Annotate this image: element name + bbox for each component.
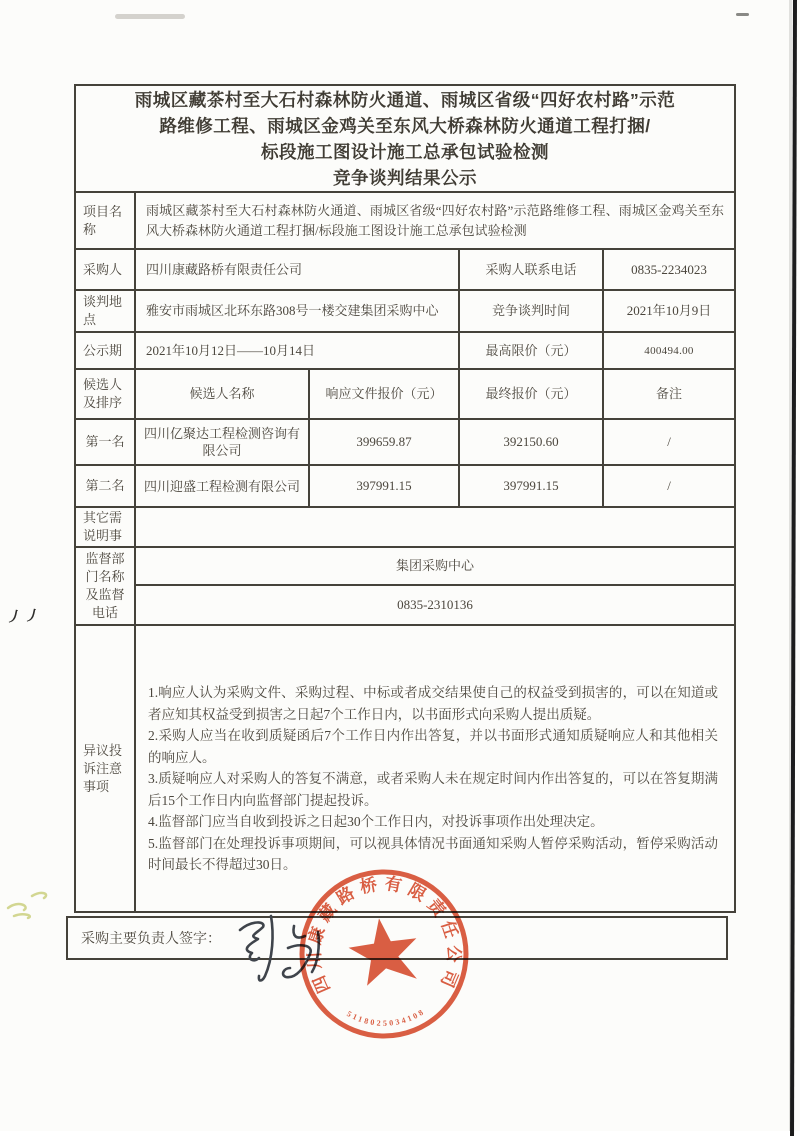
candidate-doc-price: 397991.15 bbox=[310, 466, 460, 506]
margin-mark: 丿 bbox=[5, 608, 24, 628]
venue-value: 雅安市雨城区北环东路308号一楼交建集团采购中心 bbox=[136, 291, 460, 331]
document-title bbox=[76, 86, 734, 193]
seal-company-name: 四川康藏路桥有限责任公司 bbox=[304, 873, 464, 996]
purchaser-phone-label: 采购人联系电话 bbox=[460, 250, 604, 289]
final-price-header: 最终报价（元） bbox=[460, 370, 604, 418]
seal-code: 5118025034108 bbox=[345, 1006, 427, 1028]
margin-mark: 丿 bbox=[23, 607, 42, 627]
announcement-table bbox=[74, 84, 736, 913]
candidates-label: 候选人及排序 bbox=[76, 370, 136, 418]
project-name-row bbox=[76, 193, 734, 250]
project-name-label: 项目名称 bbox=[76, 193, 136, 248]
candidate-remark: / bbox=[667, 478, 671, 493]
objection-item: 1.响应人认为采购文件、采购过程、中标或者成交结果使自己的权益受到损害的，可以在知道或者应知其权益受到损害之日起7个工作日内，以书面形式向采购人提出质疑。 bbox=[148, 685, 718, 722]
objection-item: 5.监督部门在处理投诉事项期间，可以视具体情况书面通知采购人暂停采购活动，暂停采购活动时间最长不得超过30日。 bbox=[148, 835, 718, 872]
company-seal-stamp bbox=[296, 866, 472, 1042]
candidate-rank: 第一名 bbox=[76, 420, 136, 464]
supervision-row bbox=[76, 548, 734, 626]
candidates-header-row bbox=[76, 370, 734, 420]
title-line: 标段施工图设计施工总承包试验检测 bbox=[261, 141, 549, 162]
other-notes-value bbox=[136, 508, 734, 546]
other-notes-row bbox=[76, 508, 734, 548]
candidate-final-price: 397991.15 bbox=[460, 466, 604, 506]
remark-header: 备注 bbox=[655, 386, 682, 401]
doc-price-header: 响应文件报价（元） bbox=[310, 370, 460, 418]
objection-label: 异议投诉注意事项 bbox=[76, 626, 136, 911]
purchaser-value: 四川康藏路桥有限责任公司 bbox=[136, 250, 460, 289]
publicity-value: 2021年10月12日——10月14日 bbox=[136, 333, 460, 368]
candidate-name: 四川迎盛工程检测有限公司 bbox=[136, 466, 310, 506]
candidate-name: 四川亿聚达工程检测咨询有限公司 bbox=[136, 420, 310, 464]
supervision-phone: 0835-2310136 bbox=[397, 597, 473, 612]
supervision-label: 监督部门名称及监督电话 bbox=[76, 548, 136, 624]
supervision-content bbox=[136, 548, 734, 624]
publicity-period-row bbox=[76, 333, 734, 370]
objection-item: 4.监督部门应当自收到投诉之日起30个工作日内，对投诉事项作出处理决定。 bbox=[148, 814, 604, 829]
purchaser-phone-value: 0835-2234023 bbox=[631, 261, 707, 277]
title-line: 雨城区藏茶村至大石村森林防火通道、雨城区省级“四好农村路”示范 bbox=[134, 89, 676, 110]
objection-item: 3.质疑响应人对采购人的答复不满意，或者采购人未在规定时间内作出答复的，可以在答复期满后15个工作日内向监督部门提起投诉。 bbox=[148, 771, 718, 808]
max-price-value: 400494.00 bbox=[644, 344, 694, 357]
candidate-name-header: 候选人名称 bbox=[136, 370, 310, 418]
purchaser-row bbox=[76, 250, 734, 291]
candidate-rank: 第二名 bbox=[76, 466, 136, 506]
purchaser-label: 采购人 bbox=[76, 250, 136, 289]
seal-star-icon bbox=[345, 914, 422, 988]
title-line: 竞争谈判结果公示 bbox=[333, 167, 477, 188]
candidate-doc-price: 399659.87 bbox=[310, 420, 460, 464]
scan-dash-mark bbox=[736, 13, 749, 16]
title-line: 路维修工程、雨城区金鸡关至东风大桥森林防火通道工程打捆/ bbox=[159, 115, 651, 136]
objection-item: 2.采购人应当在收到质疑函后7个工作日内作出答复，并以书面形式通知质疑响应人和其他相关的响应人。 bbox=[148, 728, 718, 765]
negotiation-time-value: 2021年10月9日 bbox=[626, 303, 712, 318]
svg-text:5118025034108 bbox=[345, 1007, 427, 1028]
venue-label: 谈判地点 bbox=[76, 291, 136, 331]
candidate-row-1 bbox=[76, 420, 734, 466]
negotiation-venue-row bbox=[76, 291, 734, 333]
candidate-row-2 bbox=[76, 466, 734, 508]
publicity-label: 公示期 bbox=[76, 333, 136, 368]
pencil-scribble bbox=[4, 882, 64, 922]
scan-smudge bbox=[115, 14, 185, 19]
supervision-dept: 集团采购中心 bbox=[136, 548, 734, 586]
signature-label: 采购主要负责人签字： bbox=[81, 932, 221, 947]
negotiation-time-label: 竞争谈判时间 bbox=[460, 291, 604, 331]
project-name-value: 雨城区藏茶村至大石村森林防火通道、雨城区省级“四好农村路”示范路维修工程、雨城区金鸡关至东风大桥森林防火通道工程打捆/标段施工图设计施工总承包试验检测 bbox=[146, 202, 724, 238]
candidate-final-price: 392150.60 bbox=[460, 420, 604, 464]
max-price-label: 最高限价（元） bbox=[460, 333, 604, 368]
candidate-remark: / bbox=[667, 434, 671, 449]
other-notes-label: 其它需说明事 bbox=[76, 508, 136, 546]
